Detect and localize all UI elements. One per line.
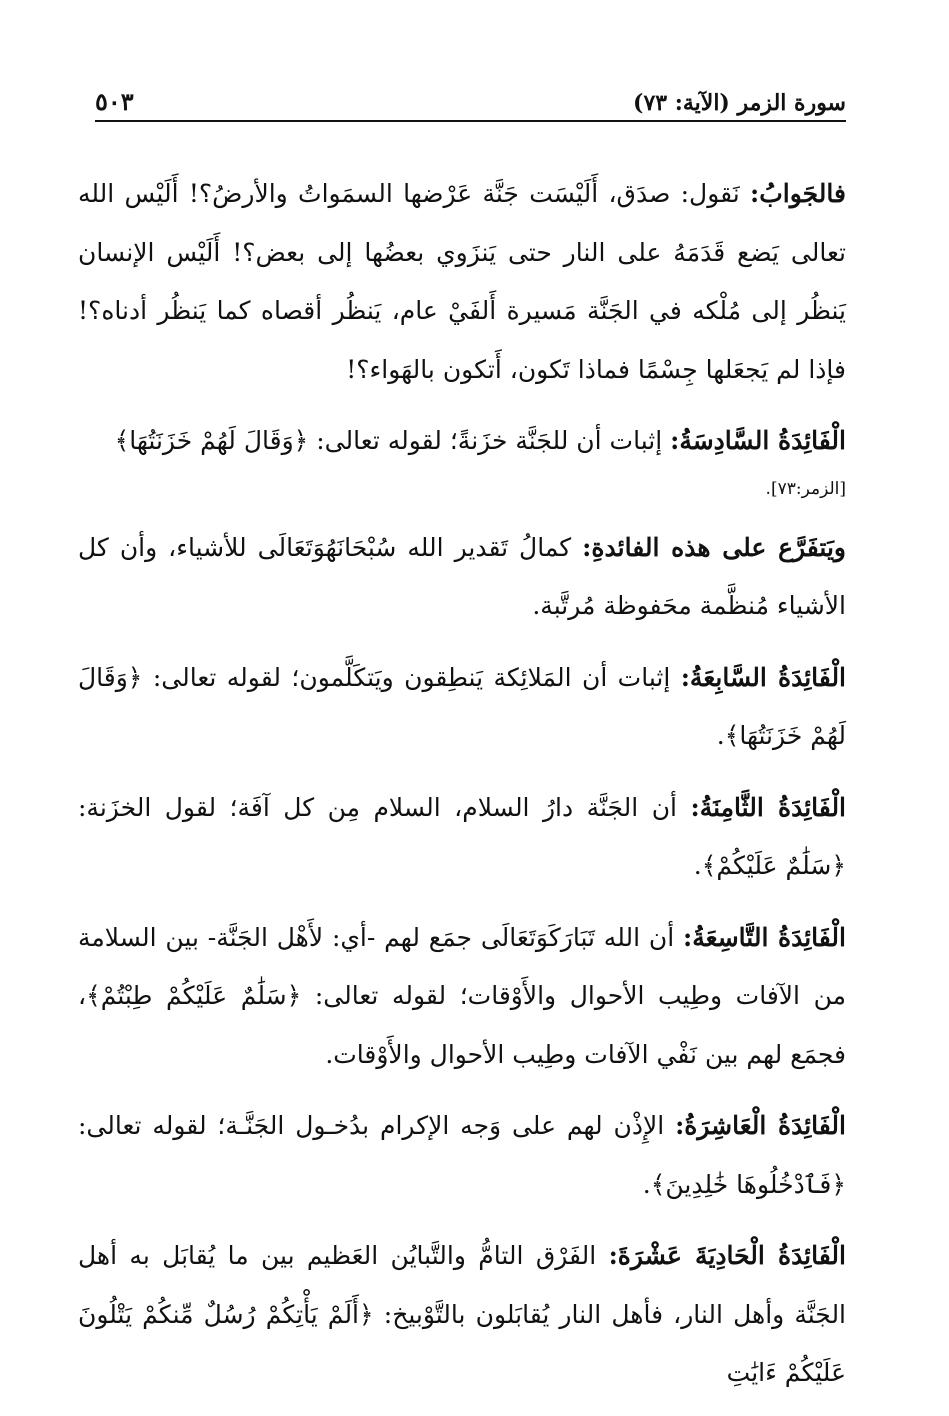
- quran-verse: ﴿وَقَالَ لَهُمْ خَزَنَتُهَا﴾: [114, 426, 309, 455]
- paragraph-lead: فالجَوابُ:: [750, 179, 846, 208]
- page-number: ٥٠٣: [95, 87, 134, 116]
- paragraph-text: نَقول: صدَق، أَلَيْسَت جَنَّة عَرْضها السمَواتُ والأرضُ؟! أَلَيْس الله تعالى يَضع قَدَمَهُ على النار حتى يَنزَوي بعضُها إلى بعض؟! أَلَيْس الإنسان يَنظُر إلى مُلْكه في الجَنَّة مَسيرة أَلفَيْ عام، يَنظُر أقصاه كما يَنظُر أدناه؟! فإذا لم يَجعَلها جِسْمًا فماذا تَكون، أَتكون بالهَواء؟!: [78, 179, 846, 384]
- paragraph-text: الإِذْن لهم على وَجه الإكرام بدُخـول الجَنَّـة؛ لقوله تعالى:: [78, 1111, 676, 1140]
- quran-verse: ﴿وَقَالَ لَهُمْ خَزَنَتُهَا﴾.: [78, 662, 846, 750]
- paragraph-benefit-7: [78, 649, 846, 766]
- paragraph-lead: الْفَائِدَةُ الثَّامِنَةُ:: [690, 792, 847, 822]
- paragraph-text: أن الله تَبَارَكَوَتَعَالَى جمَع لهم -أي: لأَهْل الجَنَّة- بين السلامة من الآفات وطِيب الأحوال والأَوْقات؛ لقوله تعالى:: [78, 922, 846, 1010]
- paragraph-text: إثبات أن للجَنَّة خزَنةً؛ لقوله تعالى:: [308, 426, 671, 455]
- paragraph-lead: الْفَائِدَةُ التَّاسِعَةُ:: [683, 922, 846, 952]
- paragraph-text: الفَرْق التامُّ والتَّبايُن العَظيم بين ما يُقابَل به أهل الجَنَّة وأهل النار، فأهل النار يُقابَلون بالتَّوْبيخ:: [78, 1241, 847, 1329]
- paragraph-answer: [78, 165, 846, 399]
- paragraph-lead: الْفَائِدَةُ الْحَادِيَةَ عَشْرَةَ:: [608, 1241, 846, 1270]
- running-title: سورة الزمر (الآية: ٧٣): [633, 90, 846, 116]
- paragraph-benefit-6: [78, 412, 846, 507]
- paragraph-lead: الْفَائِدَةُ السَّابِعَةُ:: [680, 662, 847, 692]
- paragraph-lead: ويَتفَرَّع على هذه الفائدةِ:: [582, 532, 846, 562]
- paragraph-benefit-10: [78, 1097, 846, 1214]
- paragraph-lead: الْفَائِدَةُ الْعَاشِرَةُ:: [675, 1111, 846, 1140]
- quran-verse: ﴿سَلَٰمٌ عَلَيْكُمْ طِبْتُمْ﴾: [86, 981, 302, 1010]
- paragraph-text: أن الجَنَّة دارُ السلام، السلام مِن كل آفَة؛ لقول الخزَنة:: [78, 792, 691, 822]
- paragraph-benefit-8: [78, 779, 846, 896]
- page-body: [78, 165, 846, 1416]
- paragraph-text: إثبات أن المَلائِكة يَنطِقون ويَتكَلَّمون؛ لقوله تعالى:: [142, 662, 681, 692]
- paragraph-benefit-9: [78, 909, 846, 1085]
- paragraph-benefit-11: [78, 1227, 846, 1403]
- paragraph-derived: [78, 519, 846, 636]
- paragraph-lead: الْفَائِدَةُ السَّادِسَةُ:: [670, 426, 846, 455]
- running-header: [95, 82, 846, 122]
- quran-verse: ﴿سَلَٰمٌ عَلَيْكُمْ﴾.: [693, 851, 846, 880]
- quran-verse: ﴿فَٱدْخُلُوهَا خَٰلِدِينَ﴾.: [642, 1169, 846, 1199]
- quran-verse: ﴿أَلَمْ يَأْتِكُمْ رُسُلٌ مِّنكُمْ يَتْلُونَ عَلَيْكُمْ ءَايَٰتِ: [78, 1299, 846, 1387]
- verse-reference: [الزمر:٧٣].: [765, 478, 846, 499]
- paragraph-text-continued: ، فجمَع لهم بين نَفْي الآفات وطِيب الأحوال والأَوْقات.: [78, 981, 846, 1069]
- paragraph-text: كمالُ تَقدير الله سُبْحَانَهُوَتَعَالَى للأشياء، وأن كل الأشياء مُنظَّمة محَفوظة مُرتَّبة.: [78, 532, 846, 620]
